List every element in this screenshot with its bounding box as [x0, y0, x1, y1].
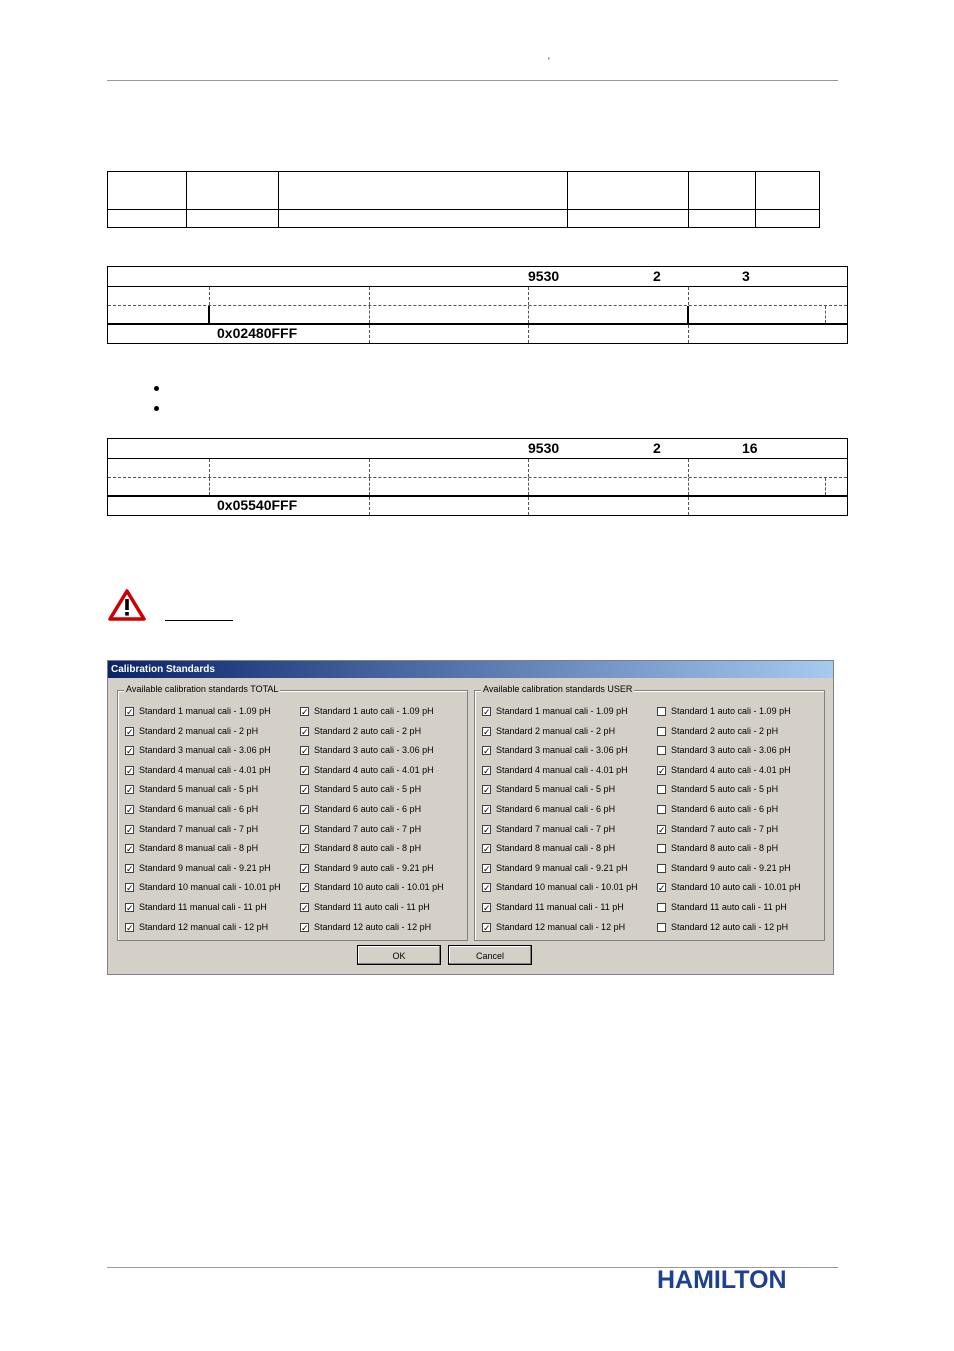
check-icon[interactable]: ✓ [483, 746, 491, 757]
checkbox-empty[interactable] [657, 727, 666, 736]
header-mark: ' [548, 56, 550, 66]
checkbox-label: Standard 10 manual cali - 10.01 pH [139, 882, 281, 893]
check-icon[interactable]: ✓ [126, 765, 134, 776]
check-icon[interactable]: ✓ [301, 922, 309, 933]
checkbox-label: Standard 2 manual cali - 2 pH [139, 725, 259, 736]
checkbox-empty[interactable] [657, 805, 666, 814]
ok-button[interactable]: OK [357, 945, 441, 965]
checkbox-label: Standard 3 manual cali - 3.06 pH [139, 745, 271, 756]
checkbox-label: Standard 8 manual cali - 8 pH [139, 843, 259, 854]
checkbox-empty[interactable] [657, 785, 666, 794]
check-icon[interactable]: ✓ [301, 863, 309, 874]
register-row [108, 459, 847, 478]
check-icon[interactable]: ✓ [483, 863, 491, 874]
checkbox-label: Standard 8 auto cali - 8 pH [314, 843, 422, 854]
checkbox-label: Standard 9 auto cali - 9.21 pH [671, 862, 791, 873]
bullet [154, 386, 159, 391]
group-user [474, 684, 825, 941]
bullet [154, 406, 159, 411]
checkbox-label: Standard 7 manual cali - 7 pH [496, 823, 616, 834]
checkbox-label: Standard 3 manual cali - 3.06 pH [496, 745, 628, 756]
register-title [108, 267, 847, 287]
register-row [108, 325, 847, 343]
check-icon[interactable]: ✓ [126, 726, 134, 737]
checkbox-label: Standard 4 manual cali - 4.01 pH [496, 764, 628, 775]
checkbox-label: Standard 1 manual cali - 1.09 pH [496, 706, 628, 716]
register-number: 9530 [528, 440, 560, 456]
checkbox-empty[interactable] [657, 864, 666, 873]
check-icon[interactable]: ✓ [301, 903, 309, 913]
checkbox-label: Standard 1 manual cali - 1.09 pH [139, 706, 271, 716]
checkbox-label: Standard 12 auto cali - 12 pH [314, 921, 432, 932]
checkbox-label: Standard 9 manual cali - 9.21 pH [139, 862, 271, 873]
register-row [108, 306, 847, 325]
checkbox-label: Standard 3 auto cali - 3.06 pH [314, 745, 434, 756]
checkbox-label: Standard 6 auto cali - 6 pH [671, 804, 779, 814]
register-title [108, 439, 847, 459]
check-icon[interactable]: ✓ [126, 746, 134, 757]
checkbox-label: Standard 12 manual cali - 12 pH [496, 921, 626, 932]
register-row [108, 478, 847, 497]
check-icon[interactable]: ✓ [301, 785, 309, 796]
calibration-standards-dialog [107, 660, 834, 975]
checkbox-label: Standard 7 auto cali - 7 pH [314, 823, 422, 834]
warning-triangle-icon [108, 589, 146, 626]
blank-table [107, 171, 820, 228]
check-icon[interactable]: ✓ [483, 883, 491, 894]
check-icon[interactable]: ✓ [483, 824, 491, 835]
hamilton-logo: HAMILTON [657, 1266, 787, 1294]
check-icon[interactable]: ✓ [483, 903, 491, 913]
check-icon[interactable]: ✓ [301, 883, 309, 894]
note-underline [165, 620, 233, 621]
checkbox-label: Standard 5 manual cali - 5 pH [496, 784, 616, 795]
check-icon[interactable]: ✓ [126, 883, 134, 894]
checkbox-label: Standard 8 auto cali - 8 pH [671, 843, 779, 854]
checkbox-label: Standard 2 manual cali - 2 pH [496, 725, 616, 736]
register-number: 9530 [528, 268, 560, 284]
checkbox-label: Standard 12 manual cali - 12 pH [139, 921, 269, 932]
checkbox-empty[interactable] [657, 746, 666, 755]
checkbox-label: Standard 10 auto cali - 10.01 pH [314, 882, 444, 893]
check-icon[interactable]: ✓ [483, 844, 491, 855]
check-icon[interactable]: ✓ [126, 903, 134, 913]
check-icon[interactable]: ✓ [483, 922, 491, 933]
register-index: 3 [742, 268, 750, 284]
register-table-1 [107, 266, 848, 344]
checkbox-label: Standard 1 auto cali - 1.09 pH [314, 706, 434, 716]
check-icon[interactable]: ✓ [658, 824, 666, 835]
register-value: 0x02480FFF [217, 325, 298, 341]
check-icon[interactable]: ✓ [126, 824, 134, 835]
register-value: 0x05540FFF [217, 497, 298, 513]
check-icon[interactable]: ✓ [658, 765, 666, 776]
group-user-legend: Available calibration standards USER [483, 684, 633, 694]
checkbox-label: Standard 11 auto cali - 11 pH [671, 902, 787, 912]
checkbox-label: Standard 7 auto cali - 7 pH [671, 823, 779, 834]
check-icon[interactable]: ✓ [483, 726, 491, 737]
checkbox-label: Standard 3 auto cali - 3.06 pH [671, 745, 791, 756]
group-total-legend: Available calibration standards TOTAL [126, 684, 279, 694]
check-icon[interactable]: ✓ [301, 824, 309, 835]
checkbox-label: Standard 11 auto cali - 11 pH [314, 902, 430, 912]
header-rule [107, 80, 838, 81]
register-row [108, 287, 847, 306]
checkbox-label: Standard 5 manual cali - 5 pH [139, 784, 259, 795]
checkbox-label: Standard 12 auto cali - 12 pH [671, 921, 789, 932]
checkbox-label: Standard 9 auto cali - 9.21 pH [314, 862, 434, 873]
register-count: 2 [653, 268, 661, 284]
check-icon[interactable]: ✓ [483, 805, 491, 815]
check-icon[interactable]: ✓ [483, 765, 491, 776]
checkbox-label: Standard 10 manual cali - 10.01 pH [496, 882, 638, 893]
check-icon[interactable]: ✓ [126, 805, 134, 815]
check-icon[interactable]: ✓ [126, 863, 134, 874]
check-icon[interactable]: ✓ [126, 844, 134, 855]
check-icon[interactable]: ✓ [126, 922, 134, 933]
checkbox-label: Standard 11 manual cali - 11 pH [496, 902, 624, 912]
check-icon[interactable]: ✓ [301, 765, 309, 776]
checkbox-empty[interactable] [657, 844, 666, 853]
check-icon[interactable]: ✓ [301, 707, 309, 717]
register-row [108, 497, 847, 515]
checkbox-label: Standard 6 manual cali - 6 pH [139, 804, 259, 814]
check-icon[interactable]: ✓ [658, 883, 666, 894]
dialog-title-bar: Calibration Standards [108, 661, 833, 678]
check-icon[interactable]: ✓ [483, 707, 491, 717]
checkbox-empty[interactable] [657, 923, 666, 932]
checkbox-label: Standard 1 auto cali - 1.09 pH [671, 706, 791, 716]
checkbox-label: Standard 4 manual cali - 4.01 pH [139, 764, 271, 775]
check-icon[interactable]: ✓ [126, 707, 134, 717]
register-table-2 [107, 438, 848, 516]
cancel-button[interactable]: Cancel [448, 945, 532, 965]
checkbox-label: Standard 2 auto cali - 2 pH [314, 725, 422, 736]
register-count: 2 [653, 440, 661, 456]
checkbox-label: Standard 5 auto cali - 5 pH [671, 784, 779, 795]
check-icon[interactable]: ✓ [483, 785, 491, 796]
checkbox-label: Standard 8 manual cali - 8 pH [496, 843, 616, 854]
check-icon[interactable]: ✓ [301, 746, 309, 757]
check-icon[interactable]: ✓ [301, 726, 309, 737]
checkbox-label: Standard 9 manual cali - 9.21 pH [496, 862, 628, 873]
checkbox-label: Standard 11 manual cali - 11 pH [139, 902, 267, 912]
checkbox-label: Standard 5 auto cali - 5 pH [314, 784, 422, 795]
checkbox-label: Standard 4 auto cali - 4.01 pH [671, 764, 791, 775]
checkbox-label: Standard 6 manual cali - 6 pH [496, 804, 616, 814]
check-icon[interactable]: ✓ [301, 805, 309, 815]
register-index: 16 [742, 440, 758, 456]
checkbox-label: Standard 4 auto cali - 4.01 pH [314, 764, 434, 775]
checkbox-empty[interactable] [657, 707, 666, 716]
group-total [117, 684, 468, 941]
check-icon[interactable]: ✓ [126, 785, 134, 796]
checkbox-label: Standard 6 auto cali - 6 pH [314, 804, 422, 814]
checkbox-empty[interactable] [657, 903, 666, 912]
check-icon[interactable]: ✓ [301, 844, 309, 855]
checkbox-label: Standard 2 auto cali - 2 pH [671, 725, 779, 736]
checkbox-label: Standard 10 auto cali - 10.01 pH [671, 882, 801, 893]
checkbox-label: Standard 7 manual cali - 7 pH [139, 823, 259, 834]
